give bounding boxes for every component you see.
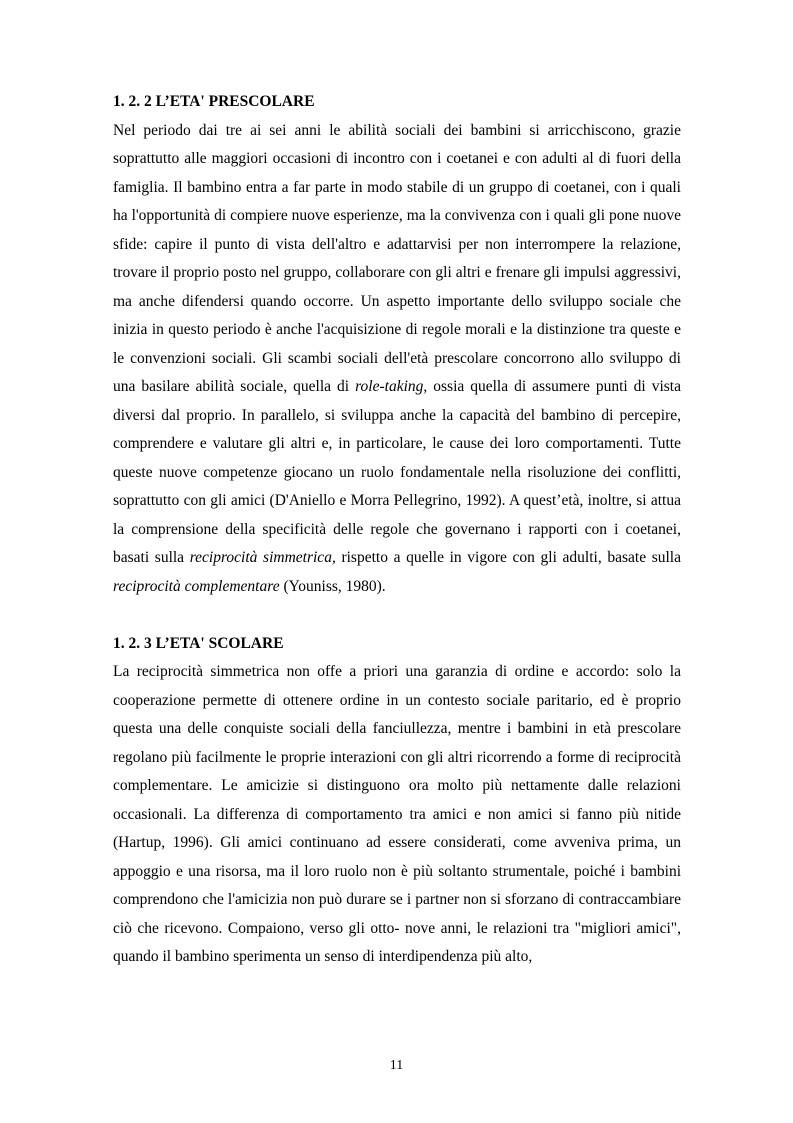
section-spacer bbox=[113, 601, 681, 630]
paragraph-text: , ossia quella di assumere punti di vista diversi dal proprio. In parallelo, si sviluppa anche la capacità del bambino di percepire, comprendere e valutare gli altri e, in particolare, le cause dei loro comportamenti. Tutte queste nuove competenze giocano un ruolo fondamentale nella risoluzione dei conflitti, soprattutto con gli amici (D'Aniello e Morra Pellegrino, 1992). A quest’età, inoltre, si attua la comprensione della specificità delle regole che governano i rapporti con i coetanei, basati sulla bbox=[113, 378, 681, 566]
paragraph-text: Nel periodo dai tre ai sei anni le abilità sociali dei bambini si arricchiscono, grazie soprattutto alle maggiori occasioni di incontro con i coetanei e con adulti al di fuori della famiglia. Il bambino entra a far parte in modo stabile di un gruppo di coetanei, con i quali ha l'opportunità di compiere nuove esperienze, ma la convivenza con i quali gli pone nuove sfide: capire il punto di vista dell'altro e adattarvisi per non interrompere la relazione, trovare il proprio posto nel gruppo, collaborare con gli altri e frenare gli impulsi aggressivi, ma anche difendersi quando occorre. Un aspetto importante dello sviluppo sociale che inizia in questo periodo è anche l'acquisizione di regole morali e la distinzione tra queste e le convenzioni sociali. Gli scambi sociali dell'età prescolare concorrono allo sviluppo di una basilare abilità sociale, quella di bbox=[113, 121, 681, 395]
section-heading-prescolare: 1. 2. 2 L’ETA' PRESCOLARE bbox=[113, 93, 315, 110]
paragraph-text: , rispetto a quelle in vigore con gli adulti, basate sulla bbox=[331, 549, 681, 566]
paragraph-text: (Youniss, 1980). bbox=[279, 577, 386, 595]
emphasis-reciprocita-complementare: reciprocità complementare bbox=[113, 577, 280, 595]
emphasis-reciprocita-simmetrica: reciprocità simmetrica bbox=[189, 549, 332, 566]
paragraph-prescolare bbox=[113, 117, 681, 602]
section-heading-scolare: 1. 2. 3 L’ETA' SCOLARE bbox=[113, 634, 284, 652]
paragraph-scolare: La reciprocità simmetrica non offe a priori una garanzia di ordine e accordo: solo la cooperazione permette di ottenere ordine in un contesto sociale paritario, ed è proprio questa una delle conquiste sociali della fanciullezza, mentre i bambini in età prescolare regolano più facilmente le proprie interazioni con gli altri ricorrendo a forme di reciprocità complementare. Le amicizie si distinguono ora molto più nettamente dalle relazioni occasionali. La differenza di comportamento tra amici e non amici si fanno più nitide (Hartup, 1996). Gli amici continuano ad essere considerati, come avveniva prima, un appoggio e una risorsa, ma il loro ruolo non è più soltanto strumentale, poiché i bambini comprendono che l'amicizia non può durare se i partner non si sforzano di contraccambiare ciò che ricevono. Compaiono, verso gli otto- nove anni, le relazioni tra "migliori amici", quando il bambino sperimenta un senso di interdipendenza più alto, bbox=[113, 663, 681, 965]
page-number: 11 bbox=[389, 1058, 404, 1073]
emphasis-role-taking: role-taking bbox=[355, 378, 424, 395]
document-page bbox=[113, 88, 681, 972]
